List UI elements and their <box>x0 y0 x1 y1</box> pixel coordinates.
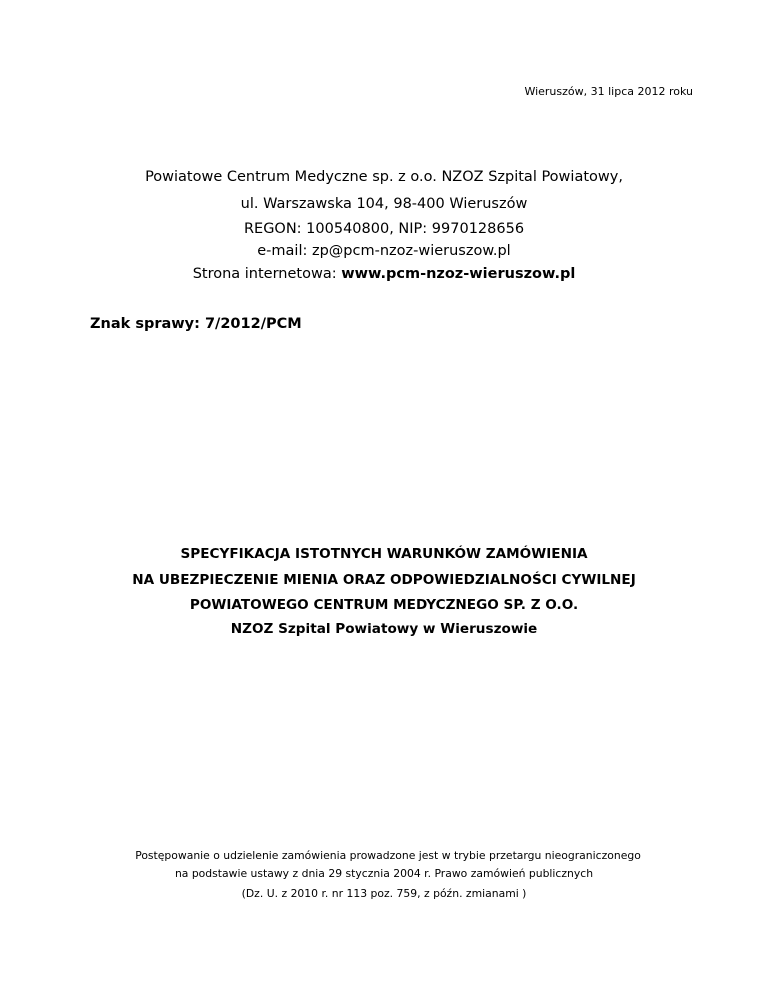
document-title-line-3: POWIATOWEGO CENTRUM MEDYCZNEGO SP. Z O.O. <box>189 597 579 613</box>
organization-address: ul. Warszawska 104, 98-400 Wieruszów <box>240 196 528 212</box>
procedure-note-line-2: na podstawie ustawy z dnia 29 stycznia 2004 r. Prawo zamówień publicznych <box>174 867 594 880</box>
document-title-line-1: SPECYFIKACJA ISTOTNYCH WARUNKÓW ZAMÓWIENIA <box>180 546 588 562</box>
organization-website <box>0 267 768 282</box>
website-label: Strona internetowa: <box>192 266 342 282</box>
case-number: Znak sprawy: 7/2012/PCM <box>90 316 302 332</box>
organization-registry-numbers: REGON: 100540800, NIP: 9970128656 <box>243 221 525 237</box>
document-title-line-4: NZOZ Szpital Powiatowy w Wieruszowie <box>230 621 538 637</box>
organization-name: Powiatowe Centrum Medyczne sp. z o.o. NZOZ Szpital Powiatowy, <box>145 169 623 185</box>
website-link[interactable]: www.pcm-nzoz-wieruszow.pl <box>341 266 576 282</box>
organization-email: e-mail: zp@pcm-nzoz-wieruszow.pl <box>257 243 511 259</box>
document-date: Wieruszów, 31 lipca 2012 roku <box>524 85 693 98</box>
document-title-line-2: NA UBEZPIECZENIE MIENIA ORAZ ODPOWIEDZIALNOŚCI CYWILNEJ <box>132 572 636 588</box>
procedure-note-line-1: Postępowanie o udzielenie zamówienia prowadzone jest w trybie przetargu nieograniczonego <box>135 849 641 862</box>
procedure-note-line-3: (Dz. U. z 2010 r. nr 113 poz. 759, z późn. zmianami ) <box>241 887 527 900</box>
